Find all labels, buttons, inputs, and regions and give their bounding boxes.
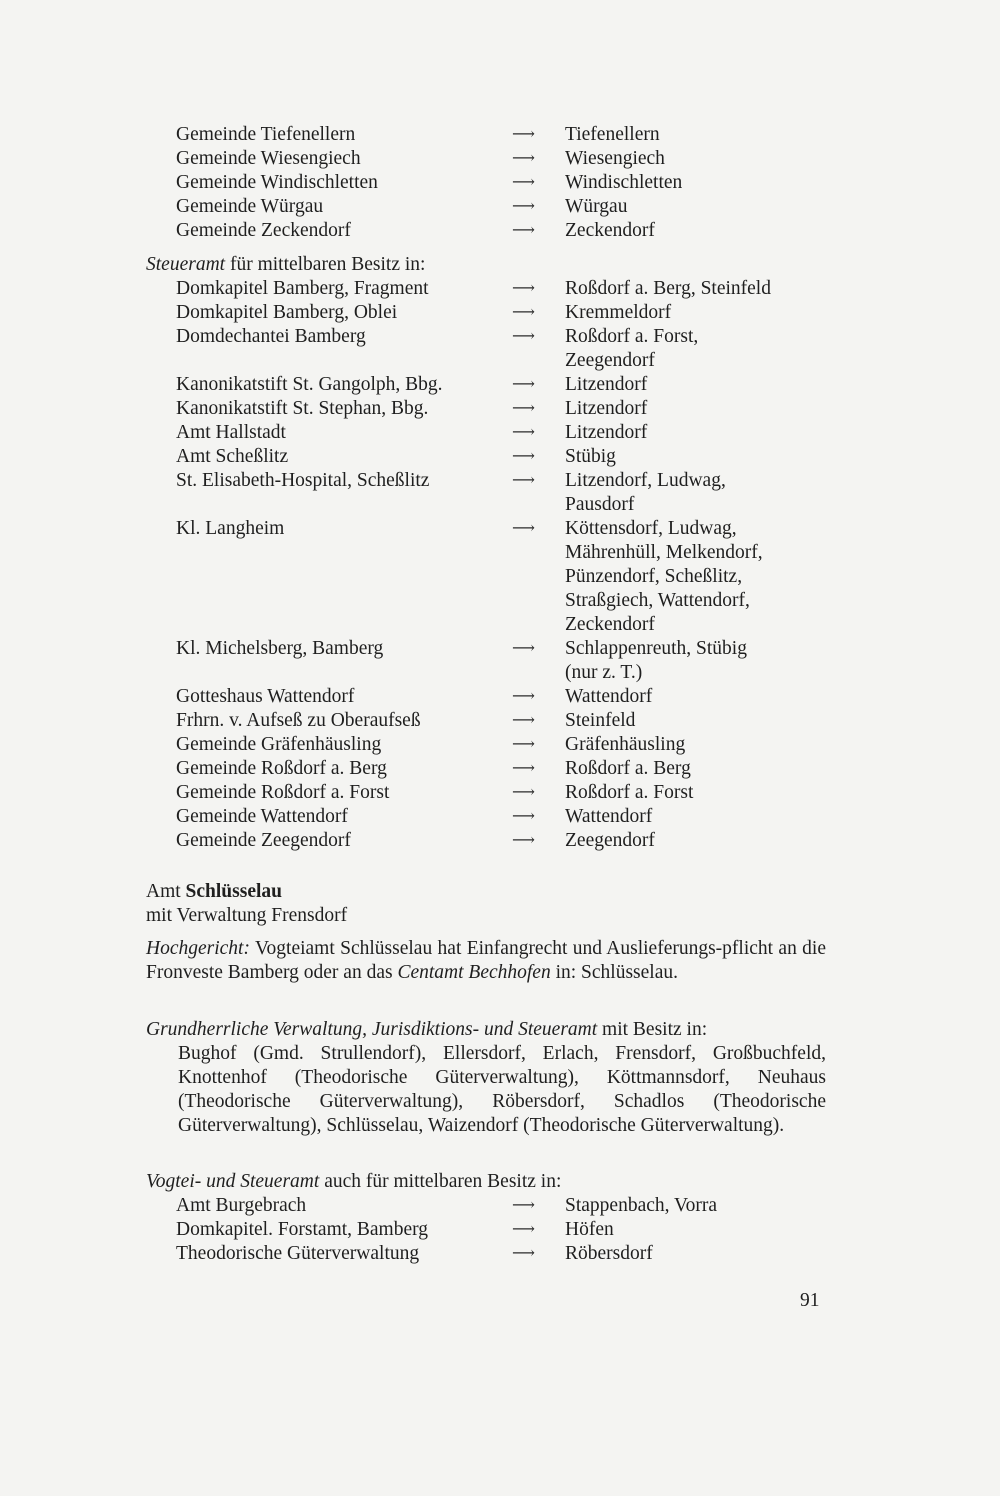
entry-right: Gräfenhäusling <box>565 734 686 755</box>
entry-row <box>176 733 381 757</box>
entry-row <box>176 325 366 349</box>
entry-left: Gemeinde Tiefenellern <box>176 124 356 145</box>
entry-right: (nur z. T.) <box>565 662 643 683</box>
entry-right: Roßdorf a. Berg, Steinfeld <box>565 278 771 299</box>
entry-right: Wiesengiech <box>565 148 665 169</box>
amt-heading <box>146 880 282 904</box>
arrow-icon: ⟶ <box>512 808 535 825</box>
entry-left: Kl. Michelsberg, Bamberg <box>176 638 384 659</box>
entry-row <box>176 219 351 243</box>
arrow-icon: ⟶ <box>512 1221 535 1238</box>
entry-right: Litzendorf <box>565 422 648 443</box>
arrow-icon: ⟶ <box>512 448 535 465</box>
entry-right: Roßdorf a. Berg <box>565 758 691 779</box>
entry-left: Gemeinde Zeckendorf <box>176 220 351 241</box>
arrow-icon: ⟶ <box>512 198 535 215</box>
entry-left: St. Elisabeth-Hospital, Scheßlitz <box>176 470 430 491</box>
entry-row <box>176 445 288 469</box>
entry-right: Mährenhüll, Melkendorf, <box>565 542 763 563</box>
entry-left: Domkapitel. Forstamt, Bamberg <box>176 1219 429 1240</box>
arrow-icon: ⟶ <box>512 520 535 537</box>
hochgericht-text2: in: Schlüsselau. <box>550 962 678 983</box>
entry-right: Zeegendorf <box>565 350 655 371</box>
entry-row <box>176 171 378 195</box>
arrow-icon: ⟶ <box>512 1197 535 1214</box>
entry-left: Kl. Langheim <box>176 518 285 539</box>
entry-row <box>176 277 429 301</box>
grundherr-label: Grundherrliche Verwaltung, Jurisdiktions- und Steueramt <box>146 1019 598 1040</box>
amt-name: Schlüsselau <box>185 881 282 902</box>
grundherr-paragraph <box>146 1018 826 1138</box>
amt-subheading: mit Verwaltung Frensdorf <box>146 905 348 926</box>
arrow-icon: ⟶ <box>512 424 535 441</box>
entry-left: Gemeinde Windischletten <box>176 172 378 193</box>
entry-left: Frhrn. v. Aufseß zu Oberaufseß <box>176 710 421 731</box>
entry-row <box>176 709 421 733</box>
entry-right: Köttensdorf, Ludwag, <box>565 518 737 539</box>
entry-row <box>176 637 383 661</box>
entry-right: Litzendorf <box>565 374 648 395</box>
arrow-icon: ⟶ <box>512 760 535 777</box>
entry-left: Gemeinde Zeegendorf <box>176 830 351 851</box>
entry-row <box>176 757 387 781</box>
arrow-icon: ⟶ <box>512 832 535 849</box>
entry-left: Gemeinde Gräfenhäusling <box>176 734 382 755</box>
entry-right: Roßdorf a. Forst <box>565 782 694 803</box>
arrow-icon: ⟶ <box>512 688 535 705</box>
page-number: 91 <box>800 1290 820 1311</box>
arrow-icon: ⟶ <box>512 712 535 729</box>
entry-row <box>176 373 443 397</box>
entry-row <box>176 195 323 219</box>
entry-right: Pünzendorf, Scheßlitz, <box>565 566 743 587</box>
entry-row <box>176 685 354 709</box>
hochgericht-paragraph <box>146 937 826 985</box>
entry-row <box>176 781 389 805</box>
arrow-icon: ⟶ <box>512 1245 535 1262</box>
arrow-icon: ⟶ <box>512 736 535 753</box>
entry-left: Theodorische Güterverwaltung <box>176 1243 420 1264</box>
heading-rest: für mittelbaren Besitz in: <box>225 254 426 275</box>
entry-left: Amt Hallstadt <box>176 422 286 443</box>
entry-row <box>176 123 355 147</box>
hochgericht-text1: Vogteiamt Schlüsselau hat Einfangrecht und Auslieferungs-pflicht an die Fronveste Bamberg oder an das <box>146 938 826 983</box>
entry-right: Straßgiech, Wattendorf, <box>565 590 750 611</box>
entry-right: Zeckendorf <box>565 220 655 241</box>
vogtei-label: Vogtei- und Steueramt <box>146 1171 320 1192</box>
entry-right: Steinfeld <box>565 710 636 731</box>
vogtei-heading <box>146 1170 561 1194</box>
entry-right: Stappenbach, Vorra <box>565 1195 717 1216</box>
entry-left: Gemeinde Wiesengiech <box>176 148 361 169</box>
arrow-icon: ⟶ <box>512 784 535 801</box>
entry-right: Tiefenellern <box>565 124 660 145</box>
centamt-name: Centamt Bechhofen <box>397 962 551 983</box>
entry-left: Domkapitel Bamberg, Oblei <box>176 302 398 323</box>
arrow-icon: ⟶ <box>512 150 535 167</box>
entry-left: Gotteshaus Wattendorf <box>176 686 355 707</box>
section-heading <box>146 253 425 277</box>
arrow-icon: ⟶ <box>512 222 535 239</box>
entry-left: Kanonikatstift St. Stephan, Bbg. <box>176 398 429 419</box>
entry-right: Litzendorf <box>565 398 648 419</box>
entry-row <box>176 1194 306 1218</box>
entry-row <box>176 147 361 171</box>
entry-left: Gemeinde Wattendorf <box>176 806 348 827</box>
entry-row <box>176 469 429 493</box>
arrow-icon: ⟶ <box>512 640 535 657</box>
hochgericht-label: Hochgericht: <box>146 938 250 959</box>
entry-right: Wattendorf <box>565 686 653 707</box>
vogtei-rest: auch für mittelbaren Besitz in: <box>319 1171 562 1192</box>
entry-left: Domkapitel Bamberg, Fragment <box>176 278 429 299</box>
entry-right: Roßdorf a. Forst, <box>565 326 699 347</box>
entry-right: Würgau <box>565 196 628 217</box>
entry-left: Amt Burgebrach <box>176 1195 307 1216</box>
entry-row <box>176 301 397 325</box>
entry-row <box>176 1242 419 1266</box>
grundherr-rest: mit Besitz in: <box>597 1019 708 1040</box>
entry-left: Gemeinde Würgau <box>176 196 324 217</box>
heading-italic: Steueramt <box>146 254 226 275</box>
entry-left: Gemeinde Roßdorf a. Berg <box>176 758 387 779</box>
arrow-icon: ⟶ <box>512 328 535 345</box>
arrow-icon: ⟶ <box>512 280 535 297</box>
arrow-icon: ⟶ <box>512 174 535 191</box>
entry-right: Windischletten <box>565 172 683 193</box>
entry-row <box>176 829 351 853</box>
entry-row <box>176 1218 428 1242</box>
amt-prefix: Amt <box>146 881 186 902</box>
entry-right: Zeckendorf <box>565 614 655 635</box>
grundherr-body: Bughof (Gmd. Strullendorf), Ellersdorf, Erlach, Frensdorf, Großbuchfeld, Knottenhof (Theodorische Güterverwaltung), Köttmannsdorf, Neuhaus (Theodorische Güterverwaltung), Röbersdorf, Schadlos (Theodorische Güterverwaltung), Schlüsselau, Waizendorf (Theodorische Güterverwaltung). <box>178 1043 826 1136</box>
entry-right: Zeegendorf <box>565 830 655 851</box>
arrow-icon: ⟶ <box>512 126 535 143</box>
entry-left: Domdechantei Bamberg <box>176 326 366 347</box>
entry-row <box>176 517 284 541</box>
entry-right: Röbersdorf <box>565 1243 653 1264</box>
arrow-icon: ⟶ <box>512 376 535 393</box>
entry-right: Stübig <box>565 446 616 467</box>
arrow-icon: ⟶ <box>512 304 535 321</box>
arrow-icon: ⟶ <box>512 400 535 417</box>
entry-left: Gemeinde Roßdorf a. Forst <box>176 782 390 803</box>
entry-right: Höfen <box>565 1219 614 1240</box>
entry-left: Kanonikatstift St. Gangolph, Bbg. <box>176 374 443 395</box>
entry-right: Kremmeldorf <box>565 302 672 323</box>
entry-row <box>176 421 286 445</box>
entry-right: Litzendorf, Ludwag, <box>565 470 726 491</box>
entry-row <box>176 805 348 829</box>
arrow-icon: ⟶ <box>512 472 535 489</box>
entry-right: Pausdorf <box>565 494 635 515</box>
entry-right: Wattendorf <box>565 806 653 827</box>
entry-left: Amt Scheßlitz <box>176 446 289 467</box>
entry-right: Schlappenreuth, Stübig <box>565 638 747 659</box>
entry-row <box>176 397 428 421</box>
